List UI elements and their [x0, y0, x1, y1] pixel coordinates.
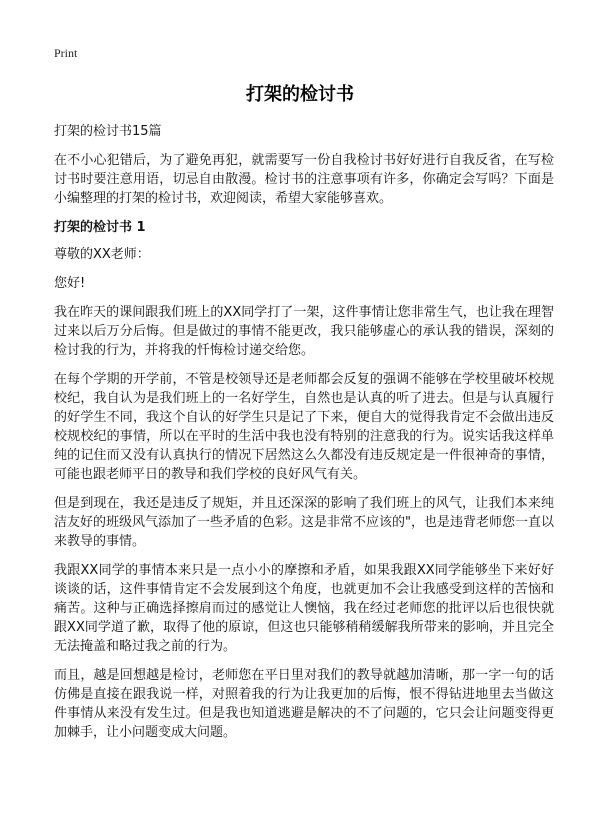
print-label[interactable]: Print	[54, 46, 78, 60]
body-paragraph: 我跟XX同学的事情本来只是一点小小的摩擦和矛盾，如果我跟XX同学能够坐下来好好谈谈的话，这件事情肯定不会发展到这个角度，也就更加不会让我感受到这样的苦恼和痛苦。这种与正确选择擦肩而过的感觉让人懊恼，我在经过老师您的批评以后也很快就跟XX同学道了歉，取得了他的原谅，但这也只能够稍稍缓解我所带来的影响，并且完全无法掩盖和略过我之前的行为。	[54, 563, 554, 654]
document-subtitle: 打架的检讨书15篇	[54, 124, 162, 139]
salutation: 尊敬的XX老师：	[54, 247, 150, 262]
greeting: 您好!	[54, 276, 86, 291]
page-title: 打架的检讨书	[246, 84, 354, 105]
body-paragraph: 我在昨天的课间跟我们班上的XX同学打了一架，这件事情让您非常生气，也让我在理智过来以后万分后悔。但是做过的事情不能更改，我只能够虚心的承认我的错误，深刻的检讨我的行为，并将我的忏悔检讨递交给您。	[54, 305, 554, 358]
body-paragraph: 但是到现在，我还是违反了规矩，并且还深深的影响了我们班上的风气，让我们本来纯洁友好的班级风气添加了一些矛盾的色彩。这是非常不应该的"，也是违背老师您一直以来教导的事情。	[54, 496, 554, 549]
body-paragraph: 而且，越是回想越是检讨，老师您在平日里对我们的教导就越加清晰，那一字一句的话仿佛是直接在跟我说一样，对照着我的行为让我更加的后悔，恨不得钻进地里去当做这件事情从来没有发生过。但是我也知道逃避是解决的不了问题的，它只会让问题变得更加棘手，让小问题变成大问题。	[54, 668, 554, 740]
section-heading: 打架的检讨书 1	[54, 220, 146, 235]
document-body	[54, 122, 554, 752]
body-paragraph: 在每个学期的开学前，不管是校领导还是老师都会反复的强调不能够在学校里破坏校规校纪，我自认为是我们班上的一名好学生，自然也是认真的听了进去。但是与认真履行的好学生不同，我这个自认的好学生只是记了下来，便自大的觉得我肯定不会做出违反校规校纪的事情，所以在平时的生活中我也没有特别的注意我的行为。说实话我这样单纯的记住而又没有认真执行的情况下居然这么久都没有违反规定是一件很神奇的事情，可能也跟老师平日的教导和我们学校的良好风气有关。	[54, 372, 554, 482]
intro-paragraph: 在不小心犯错后，为了避免再犯，就需要写一份自我检讨书好好进行自我反省，在写检讨书时要注意用语，切忌自由散漫。检讨书的注意事项有许多，你确定会写吗？下面是小编整理的打架的检讨书，欢迎阅读，希望大家能够喜欢。	[54, 153, 554, 206]
